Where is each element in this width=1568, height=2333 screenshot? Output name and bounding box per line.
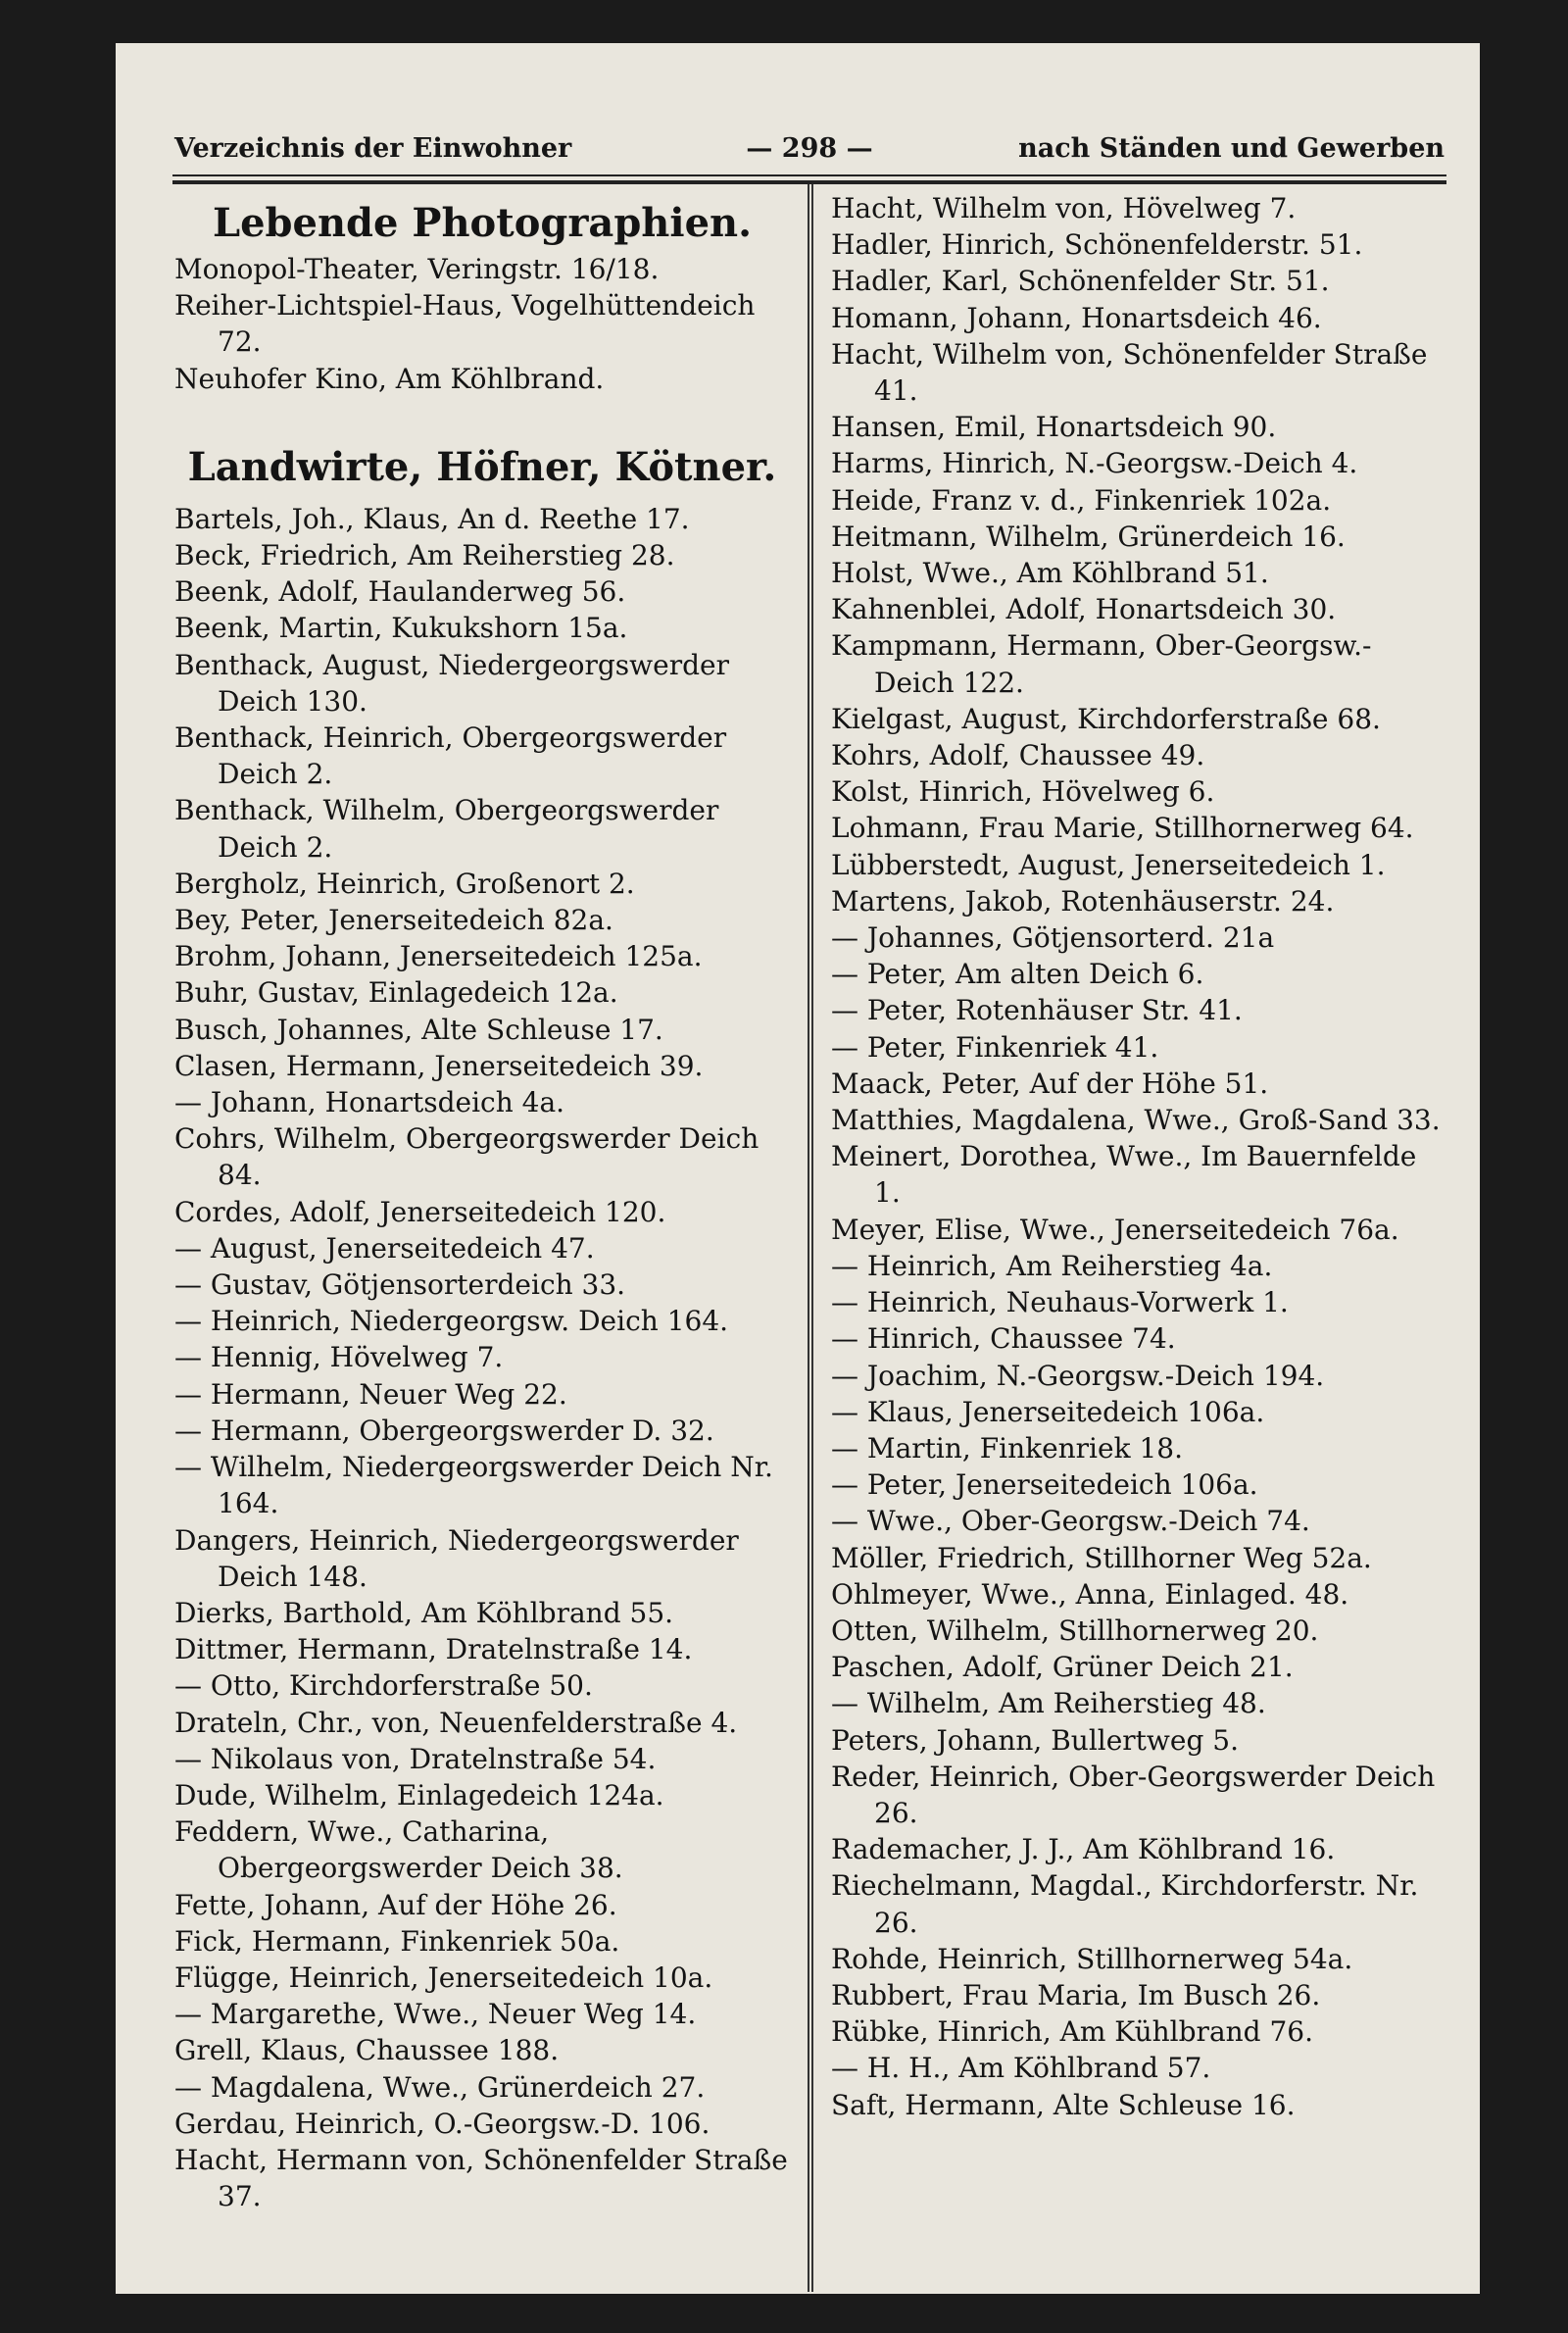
directory-entry: Riechelmann, Magdal., Kirchdorferstr. Nr. 26. — [831, 1869, 1419, 1939]
directory-entry: Holst, Wwe., Am Köhlbrand 51. — [831, 557, 1269, 590]
directory-entry: — Johannes, Götjensorterd. 21a — [831, 921, 1275, 955]
directory-entry: Heide, Franz v. d., Finkenriek 102a. — [831, 483, 1332, 517]
directory-entry: Bergholz, Heinrich, Großenort 2. — [174, 867, 635, 900]
directory-entry: Kielgast, August, Kirchdorferstraße 68. — [831, 702, 1381, 735]
right-list-b — [831, 701, 1448, 2123]
header-right: nach Ständen und Gewerben — [1018, 133, 1445, 164]
directory-entry: — Klaus, Jenerseitedeich 106a. — [831, 1395, 1265, 1428]
directory-entry: — Wilhelm, Niedergeorgswerder Deich Nr. 164. — [174, 1451, 773, 1520]
right-column — [831, 190, 1448, 2123]
directory-entry: Rohde, Heinrich, Stillhornerweg 54a. — [831, 1942, 1353, 1975]
directory-entry: Möller, Friedrich, Stillhorner Weg 52a. — [831, 1541, 1372, 1574]
section-farmers-list — [174, 501, 790, 2215]
section-photographers-list — [174, 251, 790, 397]
section-title-photographers: Lebende Photographien. — [212, 200, 753, 246]
directory-entry: Bartels, Joh., Klaus, An d. Reethe 17. — [174, 502, 690, 535]
directory-entry: Maack, Peter, Auf der Höhe 51. — [831, 1067, 1269, 1100]
directory-entry: Homann, Johann, Honartsdeich 46. — [831, 301, 1322, 334]
directory-entry: Feddern, Wwe., Catharina, Obergeorgswerder Deich 38. — [174, 1815, 623, 1885]
directory-entry: Meyer, Elise, Wwe., Jenerseitedeich 76a. — [831, 1213, 1399, 1246]
directory-entry: — Hinrich, Chaussee 74. — [831, 1322, 1176, 1356]
directory-entry: Harms, Hinrich, N.-Georgsw.-Deich 4. — [831, 447, 1358, 480]
directory-entry: — Joachim, N.-Georgsw.-Deich 194. — [831, 1359, 1325, 1392]
directory-entry: Beck, Friedrich, Am Reiherstieg 28. — [174, 539, 675, 572]
directory-entry: Rademacher, J. J., Am Köhlbrand 16. — [831, 1833, 1336, 1866]
directory-entry: — Hermann, Obergeorgswerder D. 32. — [174, 1414, 714, 1447]
directory-entry: — Wwe., Ober-Georgsw.-Deich 74. — [831, 1505, 1310, 1538]
directory-entry: — Peter, Rotenhäuser Str. 41. — [831, 994, 1243, 1027]
directory-entry: — Wilhelm, Am Reiherstieg 48. — [831, 1687, 1266, 1720]
header-left: Verzeichnis der Einwohner — [174, 133, 572, 164]
directory-entry: Hacht, Hermann von, Schönenfelder Straße 37. — [174, 2143, 788, 2213]
directory-entry: Dude, Wilhelm, Einlagedeich 124a. — [174, 1778, 664, 1812]
directory-entry: Rubbert, Frau Maria, Im Busch 26. — [831, 1978, 1321, 2011]
directory-entry: Saft, Hermann, Alte Schleuse 16. — [831, 2088, 1296, 2121]
directory-entry: Gerdau, Heinrich, O.-Georgsw.-D. 106. — [174, 2107, 710, 2140]
directory-entry: Matthies, Magdalena, Wwe., Groß-Sand 33. — [831, 1104, 1441, 1137]
directory-entry: Paschen, Adolf, Grüner Deich 21. — [831, 1651, 1294, 1684]
directory-entry: Busch, Johannes, Alte Schleuse 17. — [174, 1013, 663, 1046]
directory-entry: Cohrs, Wilhelm, Obergeorgswerder Deich 84. — [174, 1122, 760, 1192]
directory-entry: — Magdalena, Wwe., Grünerdeich 27. — [174, 2070, 706, 2104]
directory-entry: — August, Jenerseitedeich 47. — [174, 1231, 595, 1265]
directory-entry: Bey, Peter, Jenerseitedeich 82a. — [174, 904, 613, 937]
directory-entry: Hacht, Wilhelm von, Schönenfelder Straße 41. — [831, 337, 1428, 408]
page-sheet — [116, 43, 1480, 2294]
directory-entry: Heitmann, Wilhelm, Grünerdeich 16. — [831, 520, 1346, 553]
directory-entry: Rübke, Hinrich, Am Kühlbrand 76. — [831, 2015, 1314, 2049]
directory-entry: — Heinrich, Neuhaus-Vorwerk 1. — [831, 1286, 1289, 1319]
directory-entry: Otten, Wilhelm, Stillhornerweg 20. — [831, 1613, 1319, 1647]
directory-entry: — Margarethe, Wwe., Neuer Weg 14. — [174, 1998, 697, 2031]
directory-entry: Drateln, Chr., von, Neuenfelderstraße 4. — [174, 1706, 738, 1739]
directory-entry: Neuhofer Kino, Am Köhlbrand. — [174, 362, 605, 395]
directory-entry: Martens, Jakob, Rotenhäuserstr. 24. — [831, 884, 1335, 918]
directory-entry: — Heinrich, Am Reiherstieg 4a. — [831, 1249, 1273, 1282]
directory-entry: — Hennig, Hövelweg 7. — [174, 1341, 504, 1374]
directory-entry: Clasen, Hermann, Jenerseitedeich 39. — [174, 1049, 704, 1082]
directory-entry: — H. H., Am Köhlbrand 57. — [831, 2052, 1211, 2085]
directory-entry: Kolst, Hinrich, Hövelweg 6. — [831, 775, 1215, 809]
header-rule-thin — [172, 174, 1446, 176]
directory-entry: Hansen, Emil, Honartsdeich 90. — [831, 411, 1277, 444]
directory-entry: Hadler, Karl, Schönenfelder Str. 51. — [831, 265, 1330, 298]
directory-entry: Monopol-Theater, Veringstr. 16/18. — [174, 253, 660, 285]
directory-entry: Peters, Johann, Bullertweg 5. — [831, 1723, 1240, 1757]
left-column — [174, 190, 790, 2214]
directory-entry: Flügge, Heinrich, Jenerseitedeich 10a. — [174, 1961, 713, 1994]
section-title-farmers: Landwirte, Höfner, Kötner. — [187, 443, 777, 490]
directory-entry: Benthack, Wilhelm, Obergeorgswerder Deich 2. — [174, 794, 719, 864]
directory-entry: Hacht, Wilhelm von, Hövelweg 7. — [831, 192, 1297, 224]
directory-entry: Benthack, Heinrich, Obergeorgswerder Deich 2. — [174, 721, 727, 791]
directory-entry: Meinert, Dorothea, Wwe., Im Bauernfelde 1. — [831, 1140, 1417, 1210]
directory-entry: Hadler, Hinrich, Schönenfelderstr. 51. — [831, 228, 1363, 262]
running-header — [174, 133, 1445, 176]
directory-entry: — Martin, Finkenriek 18. — [831, 1431, 1183, 1464]
directory-entry: Kampmann, Hermann, Ober-Georgsw.-Deich 122. — [831, 629, 1372, 699]
directory-entry: Brohm, Johann, Jenerseitedeich 125a. — [174, 940, 703, 973]
directory-entry: — Johann, Honartsdeich 4a. — [174, 1086, 565, 1119]
directory-entry: Grell, Klaus, Chaussee 188. — [174, 2034, 560, 2067]
directory-entry: Dierks, Barthold, Am Köhlbrand 55. — [174, 1596, 674, 1629]
directory-entry: Benthack, August, Niedergeorgswerder Deich 130. — [174, 648, 729, 718]
directory-entry: Fick, Hermann, Finkenriek 50a. — [174, 1924, 620, 1958]
directory-entry: Dittmer, Hermann, Dratelnstraße 14. — [174, 1633, 693, 1666]
directory-entry: Reder, Heinrich, Ober-Georgswerder Deich 26. — [831, 1760, 1436, 1829]
directory-entry: Lübberstedt, August, Jenerseitedeich 1. — [831, 848, 1386, 881]
directory-entry: — Peter, Am alten Deich 6. — [831, 958, 1204, 991]
directory-entry: Ohlmeyer, Wwe., Anna, Einlaged. 48. — [831, 1577, 1349, 1611]
directory-entry: Kohrs, Adolf, Chaussee 49. — [831, 739, 1205, 772]
directory-entry: Cordes, Adolf, Jenerseitedeich 120. — [174, 1195, 666, 1228]
directory-entry: — Heinrich, Niedergeorgsw. Deich 164. — [174, 1305, 729, 1338]
right-list-a — [831, 190, 1448, 701]
directory-entry: — Hermann, Neuer Weg 22. — [174, 1377, 567, 1411]
directory-entry: Reiher-Lichtspiel-Haus, Vogelhüttendeich 72. — [174, 289, 756, 359]
directory-entry: — Otto, Kirchdorferstraße 50. — [174, 1669, 593, 1703]
directory-entry: Beenk, Adolf, Haulanderweg 56. — [174, 575, 626, 609]
directory-entry: Beenk, Martin, Kukukshorn 15a. — [174, 612, 628, 645]
directory-entry: — Gustav, Götjensorterdeich 33. — [174, 1268, 626, 1302]
directory-entry: — Nikolaus von, Dratelnstraße 54. — [174, 1742, 657, 1775]
page-number: — 298 — — [746, 133, 873, 164]
directory-entry: — Peter, Finkenriek 41. — [831, 1030, 1159, 1064]
directory-entry: Dangers, Heinrich, Niedergeorgswerder Deich 148. — [174, 1523, 739, 1593]
directory-entry: Kahnenblei, Adolf, Honartsdeich 30. — [831, 593, 1337, 626]
directory-entry: — Peter, Jenerseitedeich 106a. — [831, 1468, 1258, 1502]
column-divider — [808, 184, 813, 2292]
directory-entry: Buhr, Gustav, Einlagedeich 12a. — [174, 976, 618, 1010]
directory-entry: Fette, Johann, Auf der Höhe 26. — [174, 1888, 617, 1921]
section-spacer — [174, 397, 790, 440]
directory-entry: Lohmann, Frau Marie, Stillhornerweg 64. — [831, 812, 1414, 845]
